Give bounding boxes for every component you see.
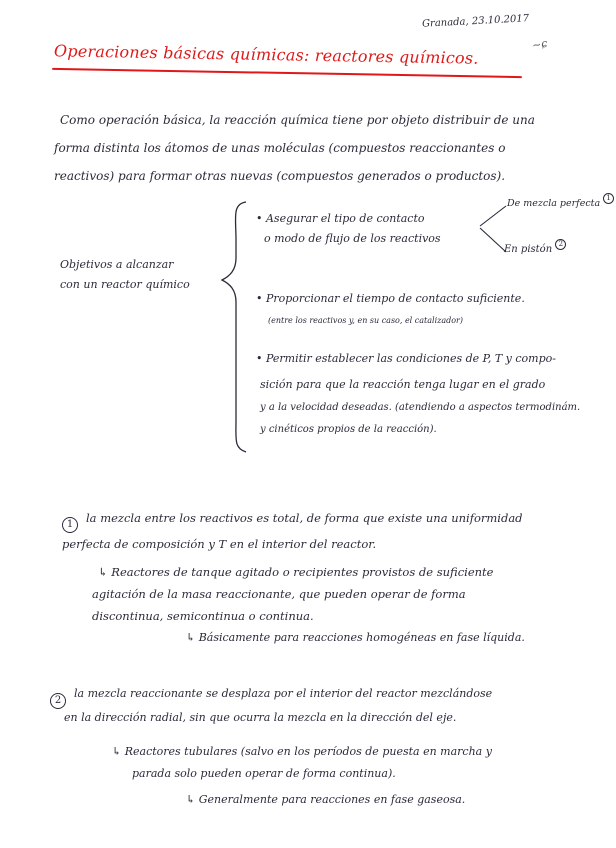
curly-brace: [222, 202, 246, 452]
note-1-line-2: perfecta de composición y T en el interior del reactor.: [62, 537, 377, 551]
note-1-subsub: ↳ Básicamente para reacciones homogéneas en fase líquida.: [186, 631, 525, 644]
objective-1-line-1: • Asegurar el tipo de contacto: [256, 212, 425, 225]
note-1-sub-line-3: discontinua, semicontinua o continua.: [92, 609, 314, 623]
branch-mezcla-perfecta: [507, 194, 614, 210]
note-2-number: 2: [50, 693, 66, 709]
objectives-label-2: con un reactor químico: [60, 278, 190, 291]
branch-line-lower: [480, 228, 506, 252]
objective-2-note: (entre los reactivos y, en su caso, el catalizador): [268, 316, 463, 325]
page-title: Operaciones básicas químicas: reactores químicos.: [53, 41, 479, 68]
branch-line-upper: [480, 206, 506, 226]
objective-3-line-3: y a la velocidad deseadas. (atendiendo a aspectos termodinám.: [260, 402, 581, 413]
branch-2-label: En pistón: [504, 244, 553, 255]
branch-1-label: De mezcla perfecta: [507, 198, 601, 209]
objective-1-line-2: o modo de flujo de los reactivos: [264, 232, 441, 245]
objectives-label-1: Objetivos a alcanzar: [60, 258, 174, 271]
objective-2: • Proporcionar el tiempo de contacto suficiente.: [256, 292, 525, 305]
note-1-sub-line-1: ↳ Reactores de tanque agitado o recipientes provistos de suficiente: [98, 565, 494, 579]
signature-mark: ~ɕ: [530, 36, 549, 53]
note-2-line-2: en la dirección radial, sin que ocurra la mezcla en la dirección del eje.: [64, 711, 457, 724]
objective-3-line-4: y cinéticos propios de la reacción).: [260, 424, 437, 435]
note-1-number: 1: [62, 517, 78, 533]
note-1-sub-line-2: agitación de la masa reaccionante, que pueden operar de forma: [92, 587, 466, 601]
branch-2-number: 2: [555, 239, 566, 250]
date: Granada, 23.10.2017: [421, 13, 530, 30]
note-2-subsub: ↳ Generalmente para reacciones en fase gaseosa.: [186, 793, 466, 806]
intro-line-3: reactivos) para formar otras nuevas (compuestos generados o productos).: [54, 169, 506, 183]
objective-3-line-2: sición para que la reacción tenga lugar en el grado: [260, 378, 546, 391]
note-1-line-1: la mezcla entre los reactivos es total, de forma que existe una uniformidad: [86, 511, 523, 525]
branch-piston: [504, 240, 566, 256]
note-2-sub-line-2: parada solo pueden operar de forma continua).: [132, 767, 396, 780]
branch-1-number: 1: [603, 193, 614, 204]
note-2-sub-line-1: ↳ Reactores tubulares (salvo en los períodos de puesta en marcha y: [112, 745, 492, 758]
note-2-line-1: la mezcla reaccionante se desplaza por el interior del reactor mezclándose: [74, 687, 493, 700]
objective-3-line-1: • Permitir establecer las condiciones de P, T y compo-: [256, 352, 556, 365]
intro-line-1: Como operación básica, la reacción química tiene por objeto distribuir de una: [60, 113, 535, 127]
intro-line-2: forma distinta los átomos de unas moléculas (compuestos reaccionantes o: [54, 141, 506, 155]
